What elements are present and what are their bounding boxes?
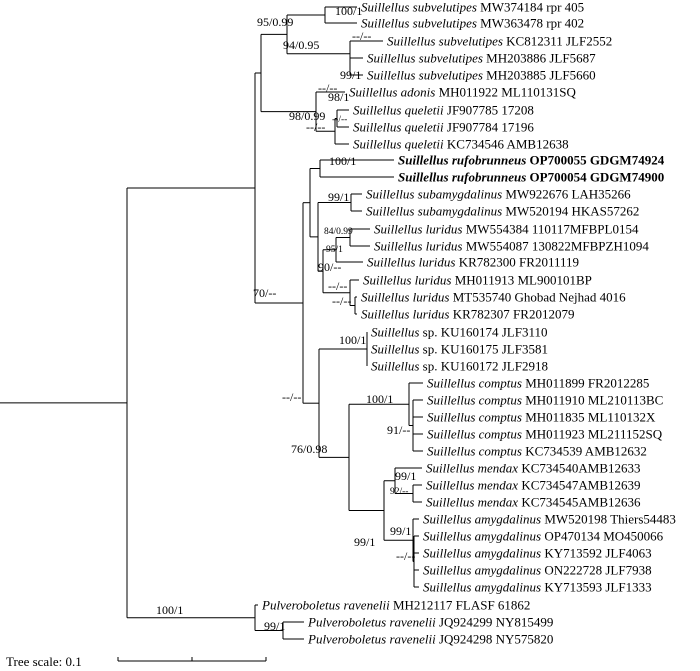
support-value: 99/1	[328, 190, 350, 204]
support-value: --/--	[328, 279, 348, 293]
support-value: 95/1	[326, 245, 343, 255]
taxon-label: Pulveroboletus ravenelii JQ924298 NY575820	[308, 631, 554, 647]
support-value: 70/--	[253, 286, 277, 300]
support-value: 100/1	[329, 154, 357, 168]
taxon-label: Suillellus amygdalinus OP470134 MO450066	[423, 528, 664, 544]
support-value: 99/1	[354, 535, 376, 549]
support-value: 100/1	[339, 333, 367, 347]
taxon-label: Suillellus luridus MT535740 Ghobad Nejhad 4016	[361, 289, 626, 305]
taxon-label: Suillellus comptus MH011910 ML210113BC	[427, 392, 664, 408]
taxon-label: Suillellus luridus KR782300 FR2011119	[367, 254, 579, 270]
taxon-label: Suillellus mendax KC734545AMB12636	[426, 494, 641, 510]
support-value: 100/1	[335, 4, 363, 18]
taxon-label: Suillellus subvelutipes MW363478 rpr 402	[361, 15, 585, 31]
taxon-label: Pulveroboletus ravenelii JQ924299 NY815499	[308, 614, 554, 630]
taxon-label: Suillellus subvelutipes MH203886 JLF5687	[367, 50, 596, 66]
taxon-label: Suillellus sp. KU160172 JLF2918	[371, 358, 548, 374]
taxon-label: Suillellus mendax KC734540AMB12633	[426, 460, 641, 476]
support-value: 98/0.99	[289, 109, 326, 123]
support-value: 91/--	[387, 423, 411, 437]
support-value: --/--	[332, 294, 352, 308]
taxon-label: Suillellus comptus MH011835 ML110132X	[427, 409, 656, 425]
taxon-label: Suillellus subvelutipes KC812311 JLF2552	[387, 33, 613, 49]
taxon-label: Suillellus comptus KC734539 AMB12632	[427, 443, 647, 459]
taxon-label: Suillellus luridus KR782307 FR2012079	[361, 306, 575, 322]
taxon-label: Suillellus luridus MW554087 130822MFBPZH1094	[374, 238, 649, 254]
taxon-label: Suillellus subamygdalinus MW922676 LAH35266	[366, 186, 631, 202]
support-value: --/--	[306, 120, 326, 134]
support-value: --/--	[352, 29, 372, 43]
taxon-label: Suillellus rufobrunneus OP700054 GDGM74900	[398, 169, 665, 185]
tree-scale-bar	[6, 654, 266, 669]
taxon-label: Suillellus luridus MH011913 ML900101BP	[363, 272, 592, 288]
support-value: 84/0.99	[324, 227, 353, 237]
taxon-label: Suillellus mendax KC734547AMB12639	[426, 477, 641, 493]
taxon-label: Suillellus queletii KC734546 AMB12638	[353, 136, 569, 152]
support-value: --/--	[282, 390, 302, 404]
support-value: --/--	[318, 81, 338, 95]
taxon-label: Suillellus sp. KU160175 JLF3581	[371, 341, 548, 357]
support-value: 98/1	[328, 90, 350, 104]
taxon-label: Suillellus subvelutipes MH203885 JLF5660	[367, 67, 596, 83]
taxon-label: Suillellus luridus MW554384 110117MFBPL0154	[374, 221, 639, 237]
taxon-label: Suillellus amygdalinus MW520198 Thiers54483	[423, 511, 676, 527]
support-value: 99/1	[264, 619, 286, 633]
support-value: 99/1	[390, 524, 412, 538]
support-value: 100/1	[366, 392, 394, 406]
taxon-label: Suillellus subamygdalinus MW520194 HKAS57262	[366, 203, 640, 219]
support-value: 94/0.95	[283, 38, 320, 52]
taxon-label: Suillellus sp. KU160174 JLF3110	[371, 324, 548, 340]
taxon-label: Suillellus rufobrunneus OP700055 GDGM74924	[398, 152, 665, 168]
support-value: 95/0.99	[257, 15, 294, 29]
support-value: 100/1	[156, 603, 184, 617]
support-value: 76/0.98	[291, 442, 328, 456]
taxon-label: Pulveroboletus ravenelii MH212117 FLASF 61862	[262, 597, 531, 613]
taxon-label: Suillellus comptus MH011899 FR2012285	[427, 375, 650, 391]
taxon-label: Suillellus adonis MH011922 ML110131SQ	[349, 84, 576, 100]
support-value: 92/--	[390, 487, 409, 497]
support-value: 90/--	[318, 260, 342, 274]
taxon-labels	[261, 0, 676, 647]
taxon-label: Suillellus amygdalinus KY713593 JLF1333	[423, 579, 652, 595]
tree-scale-label: Tree scale: 0.1	[6, 654, 82, 669]
taxon-label: Suillellus queletii JF907785 17208	[353, 102, 534, 118]
support-value: --/--	[396, 549, 416, 563]
support-value: 99/1	[395, 469, 417, 483]
taxon-label: Suillellus comptus MH011923 ML211152SQ	[427, 426, 663, 442]
support-value: --/--	[332, 115, 348, 125]
taxon-label: Suillellus queletii JF907784 17196	[353, 119, 534, 135]
taxon-label: Suillellus amygdalinus ON222728 JLF7938	[423, 562, 652, 578]
support-value: 99/1	[340, 68, 362, 82]
taxon-label: Suillellus amygdalinus KY713592 JLF4063	[423, 545, 652, 561]
taxon-label: Suillellus subvelutipes MW374184 rpr 405	[361, 0, 585, 15]
